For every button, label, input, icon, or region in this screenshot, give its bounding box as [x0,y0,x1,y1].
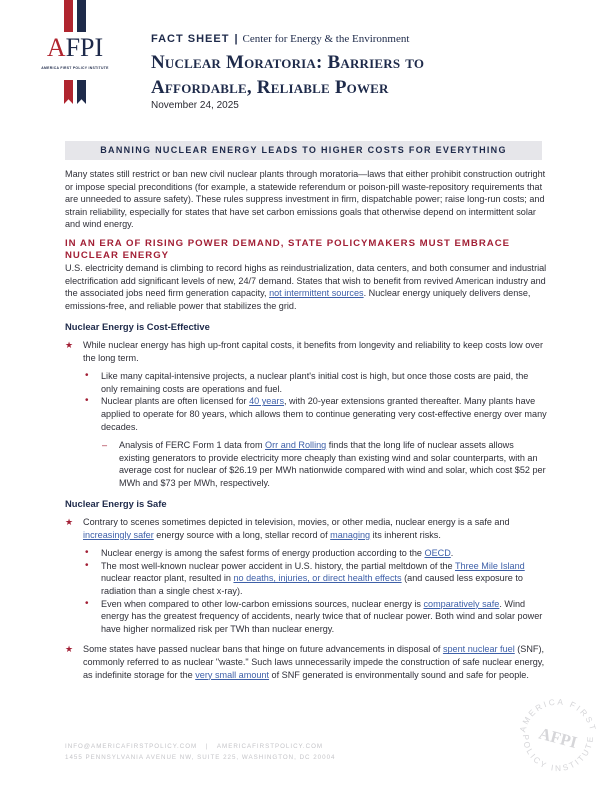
safe-heading: Nuclear Energy is Safe [65,498,167,510]
logo-red-ribbon-bottom [64,80,73,104]
intro-paragraph: Many states still restrict or ban new civil nuclear plants through moratoria—laws that either prohibit construction outright or impose special preconditions (for example, a statewide referendum or poison-pill waste-repository requirements that are unneeded to assure safety). These rules suppress investment in firm, dispatchable power; raise long-run costs; and strain reliability, especially for states that have set carbon emissions goals that otherwise depend on intermittent solar and wind energy. [65,169,546,230]
list-item: • Like many capital-intensive projects, a nuclear plant's initial cost is high, but once those costs are paid, the only remaining costs are operations and fuel. [85,370,529,394]
no-deaths-link[interactable]: no deaths, injuries, or direct health effects [233,573,402,584]
title-line-2: Affordable, Reliable Power [151,77,389,98]
comparatively-safe-link[interactable]: comparatively safe [423,598,500,609]
increasingly-safer-link[interactable]: increasingly safer [83,529,154,540]
list-item: • Even when compared to other low-carbon emissions sources, nuclear energy is comparatively safe. Wind energy has the greatest frequency of accidents, nearly twice that of nuclear power. Both wind and solar power have higher normalized risk per TWh than nuclear energy. [85,597,543,634]
center-name: Center for Energy & the Environment [242,33,410,45]
dot-bullet-icon: • [85,597,89,609]
managing-link[interactable]: managing [330,529,371,540]
logo-wordmark: AFPI [46,33,104,62]
title-line-1: Nuclear Moratoria: Barriers to [151,52,425,73]
cost-effective-heading: Nuclear Energy is Cost-Effective [65,321,210,333]
footer-separator: | [205,743,209,750]
afpi-seal-watermark-icon [512,690,604,782]
three-mile-island-link[interactable]: Three Mile Island [454,560,525,571]
very-small-amount-link[interactable]: very small amount [195,669,270,680]
kicker-separator: | [234,33,238,45]
demand-section-heading: IN AN ERA OF RISING POWER DEMAND, STATE POLICYMAKERS MUST EMBRACE NUCLEAR ENERGY [65,237,511,261]
dot-bullet-icon: • [85,370,89,382]
footer-email: INFO@AMERICAFIRSTPOLICY.COM [65,743,198,750]
dot-bullet-icon: • [85,559,89,571]
star-bullet-icon: ★ [65,644,74,655]
page-footer [65,741,335,763]
kicker-line [151,32,551,46]
orr-and-rolling-link[interactable]: Orr and Rolling [265,440,327,451]
footer-website: AMERICAFIRSTPOLICY.COM [216,743,324,750]
list-item: • Nuclear energy is among the safest forms of energy production according to the OECD. [85,547,454,559]
logo-tagline: AMERICA FIRST POLICY INSTITUTE [41,66,109,70]
spent-nuclear-fuel-link[interactable]: spent nuclear fuel [442,644,515,655]
list-item: • Nuclear plants are often licensed for 40 years, with 20-year extensions granted thereafter. Many plants have applied to operate for 80 years, which allows them to continue generating very cost-effective energy over many decades. [85,395,547,432]
cost-star-item: ★ While nuclear energy has high up-front capital costs, it benefits from longevity and reliability to keep costs low over the long term. [65,339,543,363]
dot-bullet-icon: • [85,395,89,407]
list-item: – Analysis of FERC Form 1 data from Orr and Rolling finds that the long life of nuclear assets allows existing generators to provide electricity more cheaply than existing wind and solar counterparts, with an average cost for nuclear of $26.19 per MWh nationwide compared with wind and solar, which cost $52 per MWh and $73 per MWh, respectively. [102,440,546,488]
afpi-logo [42,0,108,108]
demand-paragraph: U.S. electricity demand is climbing to record highs as reindustrialization, data centers, and both consumer and industrial electrification add significant levels of new, 24/7 demand. States that wish to benefit from revived American industry and the associated jobs need firm generation capacity, not intermittent sources. Nuclear energy uniquely delivers dense, emissions-free, and reliable power that stabilizes the grid. [65,262,547,311]
document-header [151,32,551,111]
40-years-link[interactable]: 40 years [249,396,284,407]
cost-sub-list [65,370,547,489]
list-item: • The most well-known nuclear power accident in U.S. history, the partial meltdown of the Three Mile Island nuclear reactor plant, resulted in no deaths, injuries, or direct health effects (and caused less exposure to radiation than a single chest x-ray). [85,559,525,597]
logo-navy-ribbon-bottom [77,80,86,104]
publication-date: November 24, 2025 [151,100,239,111]
main-content [65,168,547,687]
star-bullet-icon: ★ [65,339,74,350]
oecd-link[interactable]: OECD [424,548,451,559]
star-bullet-icon: ★ [65,517,74,528]
logo-red-stripe-top [64,0,73,32]
svg-text:AFPI: AFPI [536,723,580,753]
safe-star-item: ★ Contrary to scenes sometimes depicted in television, movies, or other media, nuclear energy is a safe and increasingly safer energy source with a long, stellar record of managing its inherent risks. [65,517,510,540]
not-intermittent-sources-link[interactable]: not intermittent sources [269,288,364,299]
safe-sub-list [65,547,547,635]
headline-banner: BANNING NUCLEAR ENERGY LEADS TO HIGHER COSTS FOR EVERYTHING [65,141,542,160]
svg-text:POLICY INSTITUTE: POLICY INSTITUTE [520,734,596,774]
footer-contact-line [65,741,335,752]
footer-address: 1455 PENNSYLVANIA AVENUE NW, SUITE 225, WASHINGTON, DC 20004 [65,754,336,761]
page-title [151,50,551,100]
snf-star-item: ★ Some states have passed nuclear bans that hinge on future advancements in disposal of spent nuclear fuel (SNF), commonly referred to as nuclear "waste." Such laws unnecessarily impede the construction of safe nuclear energy, as indefinite storage for the very small amount of SNF generated is environmentally sound and safe for people. [65,644,545,680]
dot-bullet-icon: • [85,547,89,559]
fact-sheet-label: FACT SHEET [151,33,230,45]
logo-navy-stripe-top [77,0,86,32]
svg-text:AMERICA FIRST: AMERICA FIRST [518,697,598,734]
dash-bullet-icon: – [102,440,108,451]
